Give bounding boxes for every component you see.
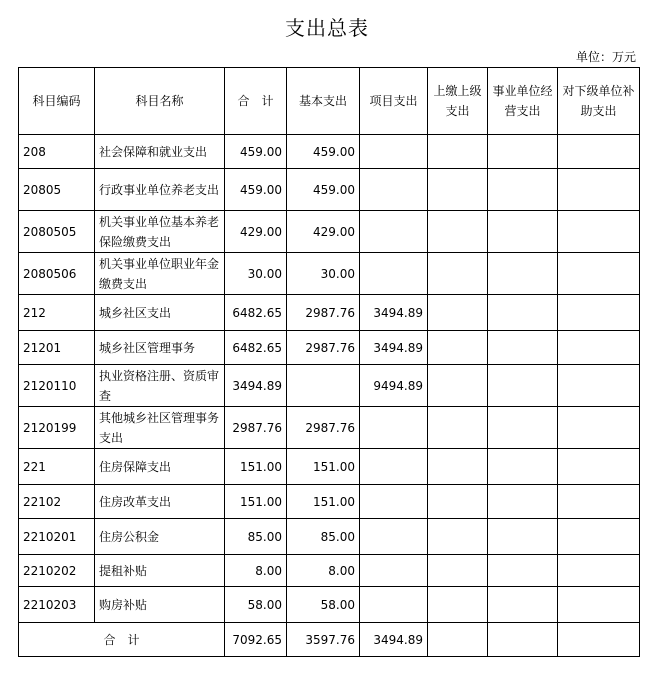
subsidy-cell (558, 331, 640, 365)
project-cell (360, 169, 428, 211)
project-cell (360, 555, 428, 587)
total-cell: 2987.76 (225, 407, 287, 449)
total-cell: 8.00 (225, 555, 287, 587)
code-cell: 2080506 (19, 253, 95, 295)
total-basic: 3597.76 (287, 623, 360, 657)
project-cell (360, 407, 428, 449)
total-total: 7092.65 (225, 623, 287, 657)
name-cell: 住房保障支出 (95, 449, 225, 485)
table-row (19, 519, 640, 555)
basic-cell: 459.00 (287, 169, 360, 211)
project-cell: 3494.89 (360, 295, 428, 331)
business-cell (488, 331, 558, 365)
subsidy-cell (558, 169, 640, 211)
business-cell (488, 587, 558, 623)
code-cell: 2120199 (19, 407, 95, 449)
project-cell (360, 449, 428, 485)
project-cell (360, 587, 428, 623)
header-basic: 基本支出 (287, 68, 360, 135)
basic-cell (287, 365, 360, 407)
upper-cell (428, 331, 488, 365)
header-total: 合 计 (225, 68, 287, 135)
name-cell: 社会保障和就业支出 (95, 135, 225, 169)
table-row (19, 135, 640, 169)
total-cell: 3494.89 (225, 365, 287, 407)
total-cell: 151.00 (225, 449, 287, 485)
upper-cell (428, 449, 488, 485)
basic-cell: 459.00 (287, 135, 360, 169)
business-cell (488, 407, 558, 449)
code-cell: 2210203 (19, 587, 95, 623)
business-cell (488, 295, 558, 331)
subsidy-cell (558, 485, 640, 519)
code-cell: 2080505 (19, 211, 95, 253)
project-cell (360, 135, 428, 169)
subsidy-cell (558, 211, 640, 253)
project-cell: 3494.89 (360, 331, 428, 365)
name-cell: 提租补贴 (95, 555, 225, 587)
subsidy-cell (558, 555, 640, 587)
total-project: 3494.89 (360, 623, 428, 657)
upper-cell (428, 365, 488, 407)
basic-cell: 30.00 (287, 253, 360, 295)
subsidy-cell (558, 365, 640, 407)
basic-cell: 85.00 (287, 519, 360, 555)
total-cell: 429.00 (225, 211, 287, 253)
total-cell: 151.00 (225, 485, 287, 519)
upper-cell (428, 407, 488, 449)
header-name: 科目名称 (95, 68, 225, 135)
code-cell: 212 (19, 295, 95, 331)
header-code: 科目编码 (19, 68, 95, 135)
subsidy-cell (558, 253, 640, 295)
header-business: 事业单位经营支出 (488, 68, 558, 135)
name-cell: 机关事业单位基本养老保险缴费支出 (95, 211, 225, 253)
basic-cell: 151.00 (287, 449, 360, 485)
header-project: 项目支出 (360, 68, 428, 135)
subsidy-cell (558, 295, 640, 331)
business-cell (488, 135, 558, 169)
business-cell (488, 253, 558, 295)
upper-cell (428, 555, 488, 587)
table-row (19, 211, 640, 253)
name-cell: 住房公积金 (95, 519, 225, 555)
upper-cell (428, 519, 488, 555)
table-row (19, 253, 640, 295)
upper-cell (428, 295, 488, 331)
table-row (19, 169, 640, 211)
basic-cell: 58.00 (287, 587, 360, 623)
subsidy-cell (558, 519, 640, 555)
code-cell: 221 (19, 449, 95, 485)
project-cell (360, 485, 428, 519)
basic-cell: 2987.76 (287, 295, 360, 331)
upper-cell (428, 135, 488, 169)
basic-cell: 2987.76 (287, 407, 360, 449)
expenditure-table (18, 67, 640, 657)
upper-cell (428, 169, 488, 211)
name-cell: 住房改革支出 (95, 485, 225, 519)
table-row (19, 365, 640, 407)
code-cell: 22102 (19, 485, 95, 519)
basic-cell: 8.00 (287, 555, 360, 587)
business-cell (488, 211, 558, 253)
table-row (19, 485, 640, 519)
header-upper: 上缴上级支出 (428, 68, 488, 135)
table-row (19, 407, 640, 449)
total-cell: 30.00 (225, 253, 287, 295)
total-subsidy (558, 623, 640, 657)
business-cell (488, 519, 558, 555)
project-cell (360, 519, 428, 555)
business-cell (488, 485, 558, 519)
business-cell (488, 169, 558, 211)
subsidy-cell (558, 449, 640, 485)
code-cell: 2210202 (19, 555, 95, 587)
total-cell: 85.00 (225, 519, 287, 555)
total-cell: 58.00 (225, 587, 287, 623)
table-row (19, 449, 640, 485)
total-upper (428, 623, 488, 657)
basic-cell: 429.00 (287, 211, 360, 253)
code-cell: 2210201 (19, 519, 95, 555)
business-cell (488, 449, 558, 485)
subsidy-cell (558, 587, 640, 623)
total-row (19, 623, 640, 657)
name-cell: 其他城乡社区管理事务支出 (95, 407, 225, 449)
basic-cell: 151.00 (287, 485, 360, 519)
header-row (19, 68, 640, 135)
page-title: 支出总表 (285, 16, 369, 40)
upper-cell (428, 587, 488, 623)
name-cell: 执业资格注册、资质审查 (95, 365, 225, 407)
code-cell: 2120110 (19, 365, 95, 407)
unit-label: 单位：万元 (575, 50, 636, 64)
name-cell: 城乡社区支出 (95, 295, 225, 331)
code-cell: 21201 (19, 331, 95, 365)
basic-cell: 2987.76 (287, 331, 360, 365)
total-cell: 6482.65 (225, 331, 287, 365)
project-cell (360, 253, 428, 295)
name-cell: 行政事业单位养老支出 (95, 169, 225, 211)
name-cell: 购房补贴 (95, 587, 225, 623)
code-cell: 20805 (19, 169, 95, 211)
business-cell (488, 555, 558, 587)
upper-cell (428, 485, 488, 519)
total-business (488, 623, 558, 657)
table-row (19, 555, 640, 587)
subsidy-cell (558, 407, 640, 449)
upper-cell (428, 253, 488, 295)
table-row (19, 295, 640, 331)
total-cell: 459.00 (225, 135, 287, 169)
name-cell: 城乡社区管理事务 (95, 331, 225, 365)
total-cell: 459.00 (225, 169, 287, 211)
subsidy-cell (558, 135, 640, 169)
total-label: 合 计 (19, 623, 225, 657)
table-row (19, 587, 640, 623)
project-cell: 9494.89 (360, 365, 428, 407)
business-cell (488, 365, 558, 407)
upper-cell (428, 211, 488, 253)
header-subsidy: 对下级单位补助支出 (558, 68, 640, 135)
total-cell: 6482.65 (225, 295, 287, 331)
table-row (19, 331, 640, 365)
code-cell: 208 (19, 135, 95, 169)
project-cell (360, 211, 428, 253)
name-cell: 机关事业单位职业年金缴费支出 (95, 253, 225, 295)
